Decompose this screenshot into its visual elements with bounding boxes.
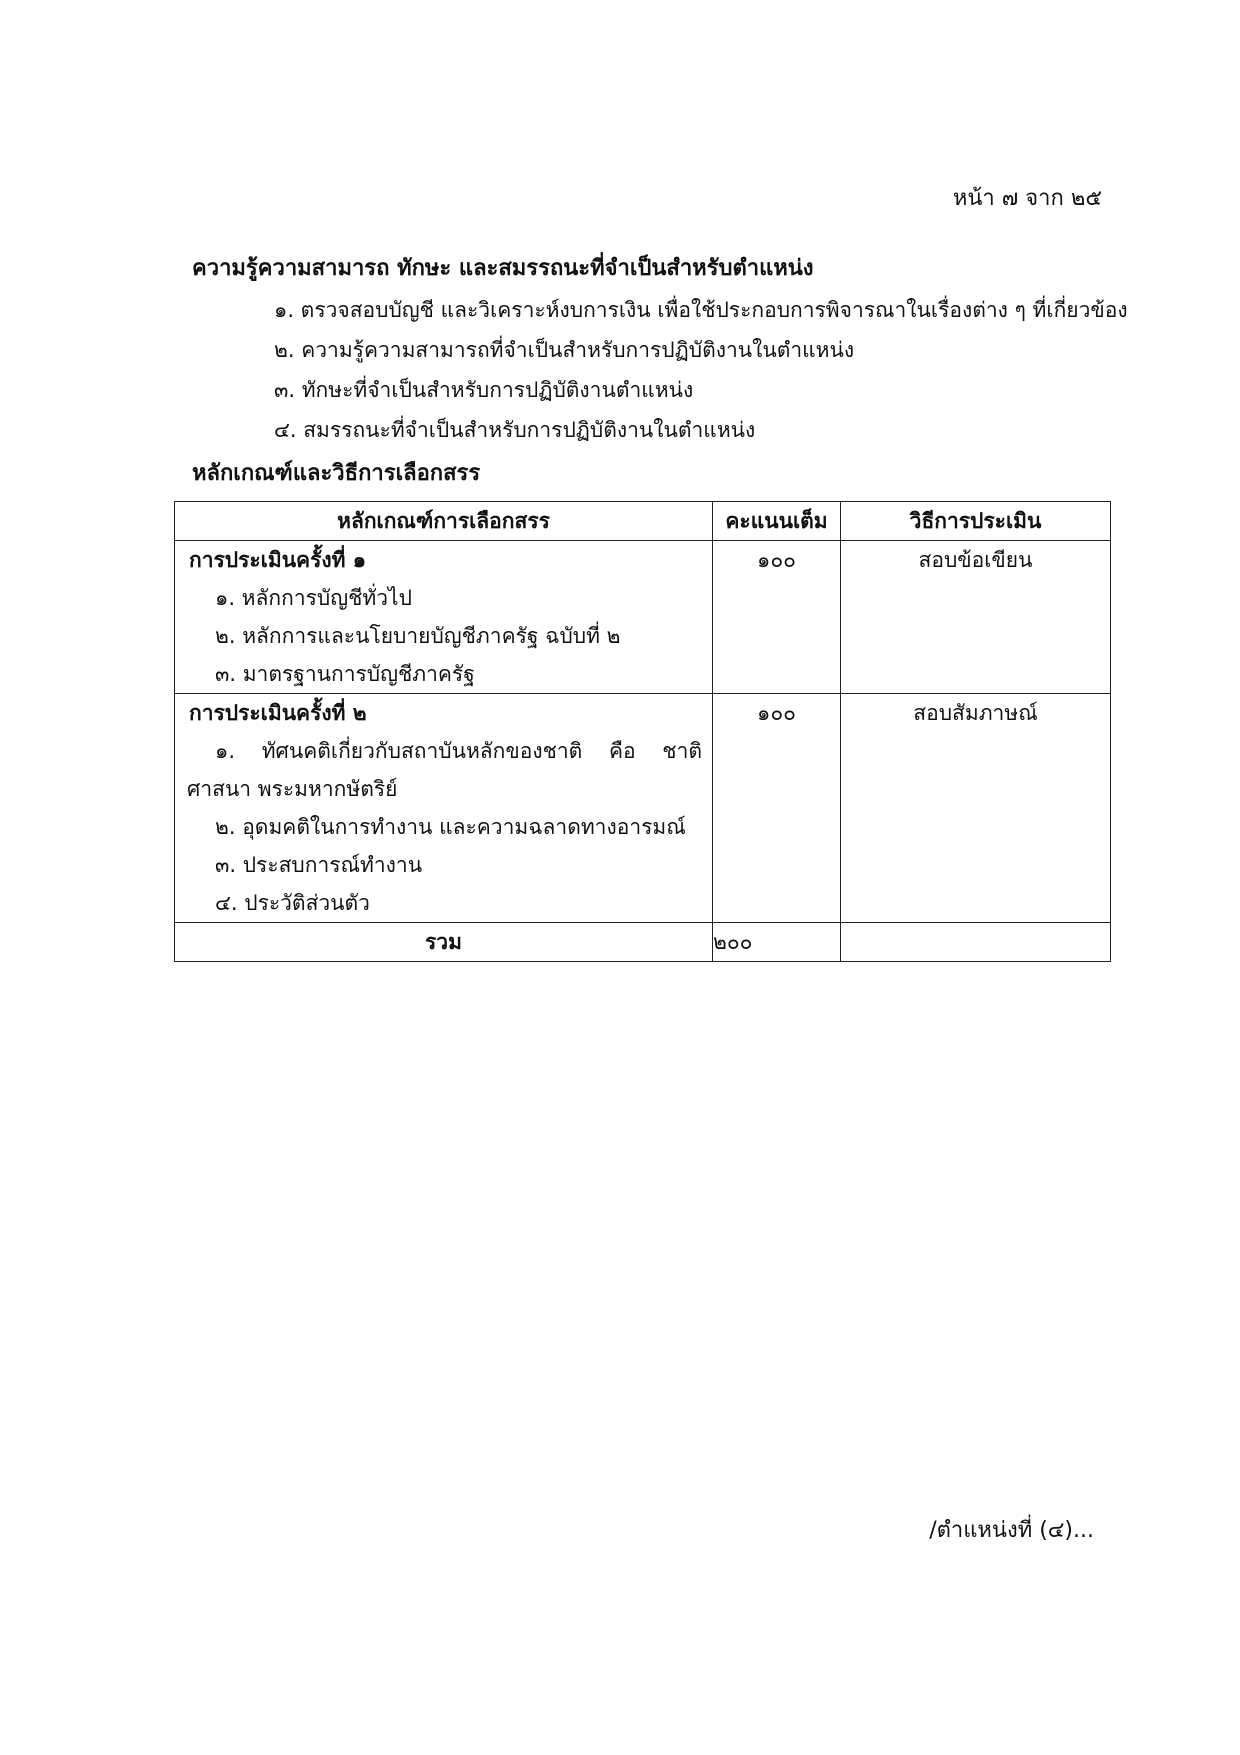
competency-heading: ความรู้ความสามารถ ทักษะ และสมรรถนะที่จำเป็นสำหรับตำแหน่ง (192, 256, 814, 281)
criteria-item: ๑. หลักการบัญชีทั่วไป (215, 586, 412, 610)
header-method: วิธีการประเมิน (841, 502, 1111, 541)
round-2-score: ๑๐๐ (713, 694, 841, 923)
page-number: หน้า ๗ จาก ๒๕ (952, 186, 1102, 211)
criteria-item-continuation: ศาสนา พระมหากษัตริย์ (187, 777, 398, 801)
round-title: การประเมินครั้งที่ ๒ (189, 701, 367, 725)
list-item: ๒. ความรู้ความสามารถที่จำเป็นสำหรับการปฏิบัติงานในตำแหน่ง (274, 338, 855, 362)
round-2-criteria (175, 694, 713, 923)
round-1-score: ๑๐๐ (713, 541, 841, 694)
selection-heading: หลักเกณฑ์และวิธีการเลือกสรร (192, 461, 481, 486)
continuation-note: /ตำแหน่งที่ (๔)... (929, 1518, 1094, 1543)
criteria-item: ๒. อุดมคติในการทำงาน และความฉลาดทางอารมณ์ (215, 815, 686, 839)
header-full-score: คะแนนเต็ม (713, 502, 841, 541)
header-criteria: หลักเกณฑ์การเลือกสรร (175, 502, 713, 541)
round-title: การประเมินครั้งที่ ๑ (189, 548, 367, 572)
total-method-empty (841, 923, 1111, 962)
round-1-method: สอบข้อเขียน (841, 541, 1111, 694)
table-total-row (175, 923, 1111, 962)
criteria-item: ๔. ประวัติส่วนตัว (215, 891, 370, 915)
criteria-item: ๒. หลักการและนโยบายบัญชีภาครัฐ ฉบับที่ ๒ (215, 624, 621, 648)
table-header-row (175, 502, 1111, 541)
list-item: ๑. ตรวจสอบบัญชี และวิเคราะห์งบการเงิน เพื่อใช้ประกอบการพิจารณาในเรื่องต่าง ๆ ที่เกี่ยวข้อง (274, 298, 1128, 322)
total-label: รวม (175, 923, 713, 962)
competency-list (274, 290, 1128, 450)
table-row (175, 541, 1111, 694)
total-score: ๒๐๐ (713, 923, 841, 962)
criteria-item: ๓. มาตรฐานการบัญชีภาครัฐ (215, 662, 475, 686)
list-item: ๔. สมรรถนะที่จำเป็นสำหรับการปฏิบัติงานในตำแหน่ง (274, 418, 756, 442)
selection-criteria-table (174, 501, 1111, 962)
round-2-method: สอบสัมภาษณ์ (841, 694, 1111, 923)
list-item: ๓. ทักษะที่จำเป็นสำหรับการปฏิบัติงานตำแหน่ง (274, 378, 694, 402)
table-row (175, 694, 1111, 923)
round-1-criteria (175, 541, 713, 694)
criteria-item: ๑. ทัศนคติเกี่ยวกับสถาบันหลักของชาติ คือ ชาติ (215, 739, 702, 763)
criteria-item: ๓. ประสบการณ์ทำงาน (215, 853, 423, 877)
